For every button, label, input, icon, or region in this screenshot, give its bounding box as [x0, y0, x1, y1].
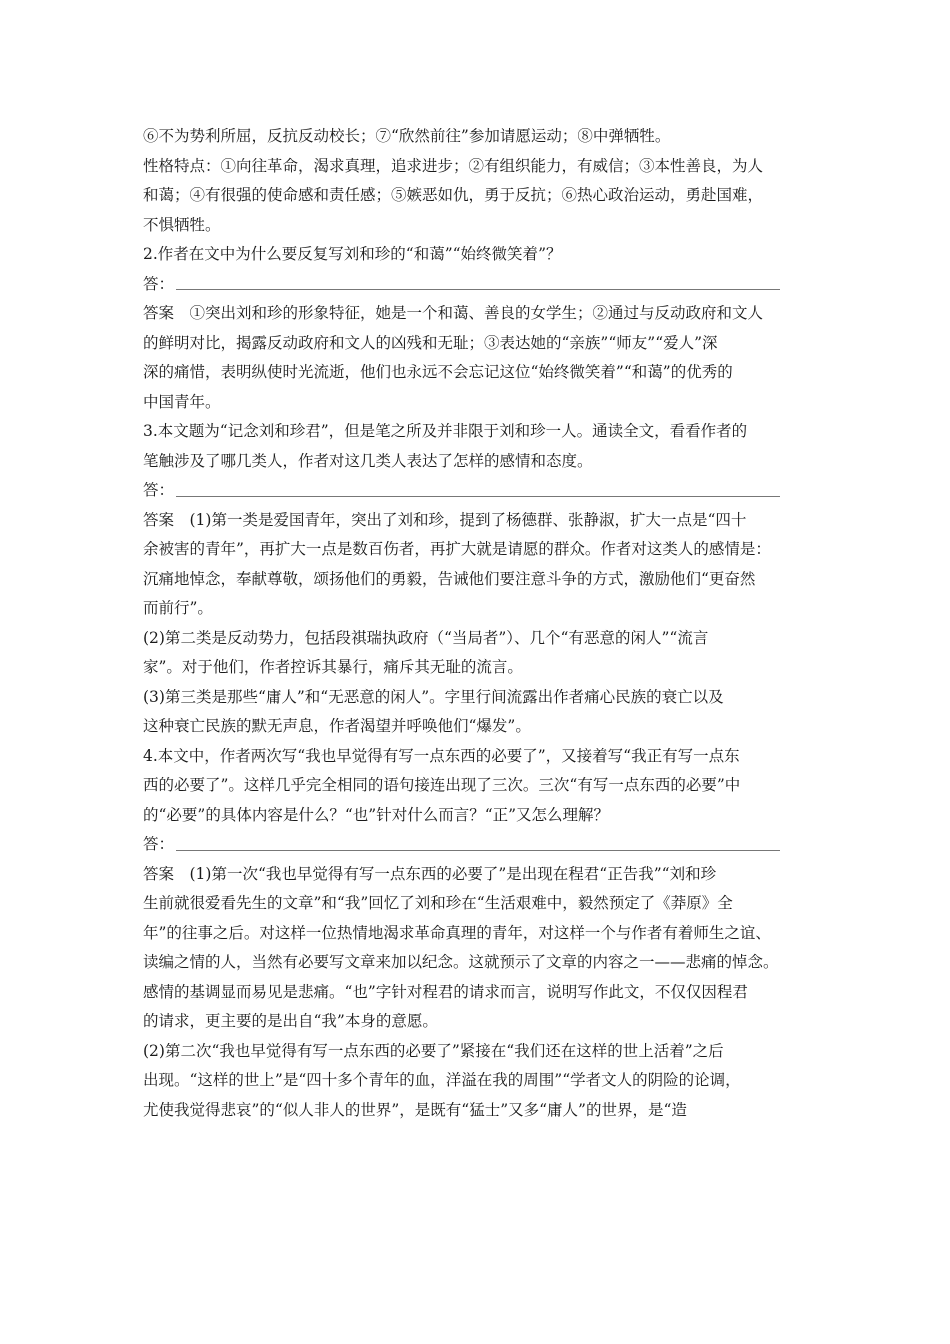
text-line: (2)第二类是反动势力，包括段祺瑞执政府（“当局者”）、几个“有恶意的闲人”“流言	[143, 628, 709, 647]
text-line: 尤使我觉得悲哀”的“似人非人的世界”，是既有“猛士”又多“庸人”的世界，是“造	[143, 1100, 687, 1119]
paragraph	[143, 240, 815, 270]
text-line: 笔触涉及了哪几类人，作者对这几类人表达了怎样的感情和态度。	[143, 451, 593, 470]
text-line: 中国青年。	[143, 392, 221, 411]
text-line: 读编之情的人，当然有必要写文章来加以纪念。这就预示了文章的内容之一——悲痛的悼念。	[143, 953, 779, 971]
text-line: 沉痛地悼念，奉献尊敬，颂扬他们的勇毅，告诫他们要注意斗争的方式，激励他们“更奋然	[143, 569, 756, 588]
text-line: 西的必要了”。这样几乎完全相同的语句接连出现了三次。三次“有写一点东西的必要”中	[143, 776, 741, 794]
text-line: 余被害的青年”，再扩大一点是数百伤者，再扩大就是请愿的群众。作者对这类人的感情是：	[143, 540, 771, 558]
text-line: 生前就很爱看先生的文章”和“我”回忆了刘和珍在“生活艰难中，毅然预定了《莽原》全	[143, 894, 733, 912]
answer-blank	[143, 270, 815, 300]
answer-underline	[176, 496, 780, 497]
answer-underline	[176, 289, 780, 290]
text-line: (3)第三类是那些“庸人”和“无恶意的闲人”。字里行间流露出作者痛心民族的衰亡以及	[143, 687, 724, 706]
text-line: 的“必要”的具体内容是什么？“也”针对什么而言？“正”又怎么理解？	[143, 805, 610, 824]
text-line: 年”的往事之后。对这样一位热情地渴求革命真理的青年，对这样一个与作者有着师生之谊、	[143, 923, 771, 942]
text-line: 这种衰亡民族的默无声息，作者渴望并呼唤他们“爆发”。	[143, 717, 531, 735]
text-line: 性格特点：①向往革命，渴求真理，追求进步；②有组织能力，有威信；③本性善良，为人	[143, 156, 764, 175]
answer-label: 答：	[143, 274, 175, 293]
text-line: 不惧牺牲。	[143, 215, 221, 234]
paragraph	[143, 860, 815, 1037]
answer-blank	[143, 476, 815, 506]
paragraph	[143, 299, 815, 417]
text-line: 家”。对于他们，作者控诉其暴行，痛斥其无耻的流言。	[143, 658, 523, 676]
text-line: (2)第二次“我也早觉得有写一点东西的必要了”紧接在“我们还在这样的世上活着”之后	[143, 1041, 724, 1060]
text-line: 答案 (1)第一次“我也早觉得有写一点东西的必要了”是出现在程君“正告我”“刘和珍	[143, 864, 717, 883]
text-line: 3.本文题为“记念刘和珍君”，但是笔之所及并非限于刘和珍一人。通读全文，看看作者的	[143, 422, 748, 440]
text-line: 而前行”。	[143, 599, 213, 617]
document-page	[143, 122, 815, 1125]
text-line: 4.本文中，作者两次写“我也早觉得有写一点东西的必要了”，又接着写“我正有写一点东	[143, 746, 740, 765]
text-line: 和蔼；④有很强的使命感和责任感；⑤嫉恶如仇，勇于反抗；⑥热心政治运动，勇赴国难，	[143, 186, 764, 204]
text-line: 感情的基调显而易见是悲痛。“也”字针对程君的请求而言，说明写作此文，不仅仅因程君	[143, 982, 748, 1001]
text-line: 的请求，更主要的是出自“我”本身的意愿。	[143, 1012, 438, 1030]
text-line: 答案 ①突出刘和珍的形象特征，她是一个和蔼、善良的女学生；②通过与反动政府和文人	[143, 304, 764, 322]
text-line: 出现。“这样的世上”是“四十多个青年的血，洋溢在我的周围”“学者文人的阴险的论调，	[143, 1071, 741, 1089]
paragraph	[143, 417, 815, 476]
text-line: 的鲜明对比，揭露反动政府和文人的凶残和无耻；③表达她的“亲族”“师友”“爱人”深	[143, 333, 718, 352]
paragraph	[143, 624, 815, 683]
paragraph	[143, 683, 815, 742]
answer-blank	[143, 830, 815, 860]
answer-label: 答：	[143, 481, 175, 499]
text-line: 答案 (1)第一类是爱国青年，突出了刘和珍，提到了杨德群、张静淑，扩大一点是“四十	[143, 510, 747, 529]
text-line: 深的痛惜，表明纵使时光流逝，他们也永远不会忘记这位“始终微笑着”“和蔼”的优秀的	[143, 363, 733, 381]
answer-underline	[176, 850, 780, 851]
answer-label: 答：	[143, 835, 175, 853]
paragraph	[143, 152, 815, 241]
paragraph	[143, 122, 815, 152]
text-line: ⑥不为势利所屈，反抗反动校长；⑦“欣然前往”参加请愿运动；⑧中弹牺牲。	[143, 127, 671, 145]
paragraph	[143, 506, 815, 624]
paragraph	[143, 1037, 815, 1126]
text-line: 2.作者在文中为什么要反复写刘和珍的“和蔼”“始终微笑着”？	[143, 245, 562, 263]
paragraph	[143, 742, 815, 831]
